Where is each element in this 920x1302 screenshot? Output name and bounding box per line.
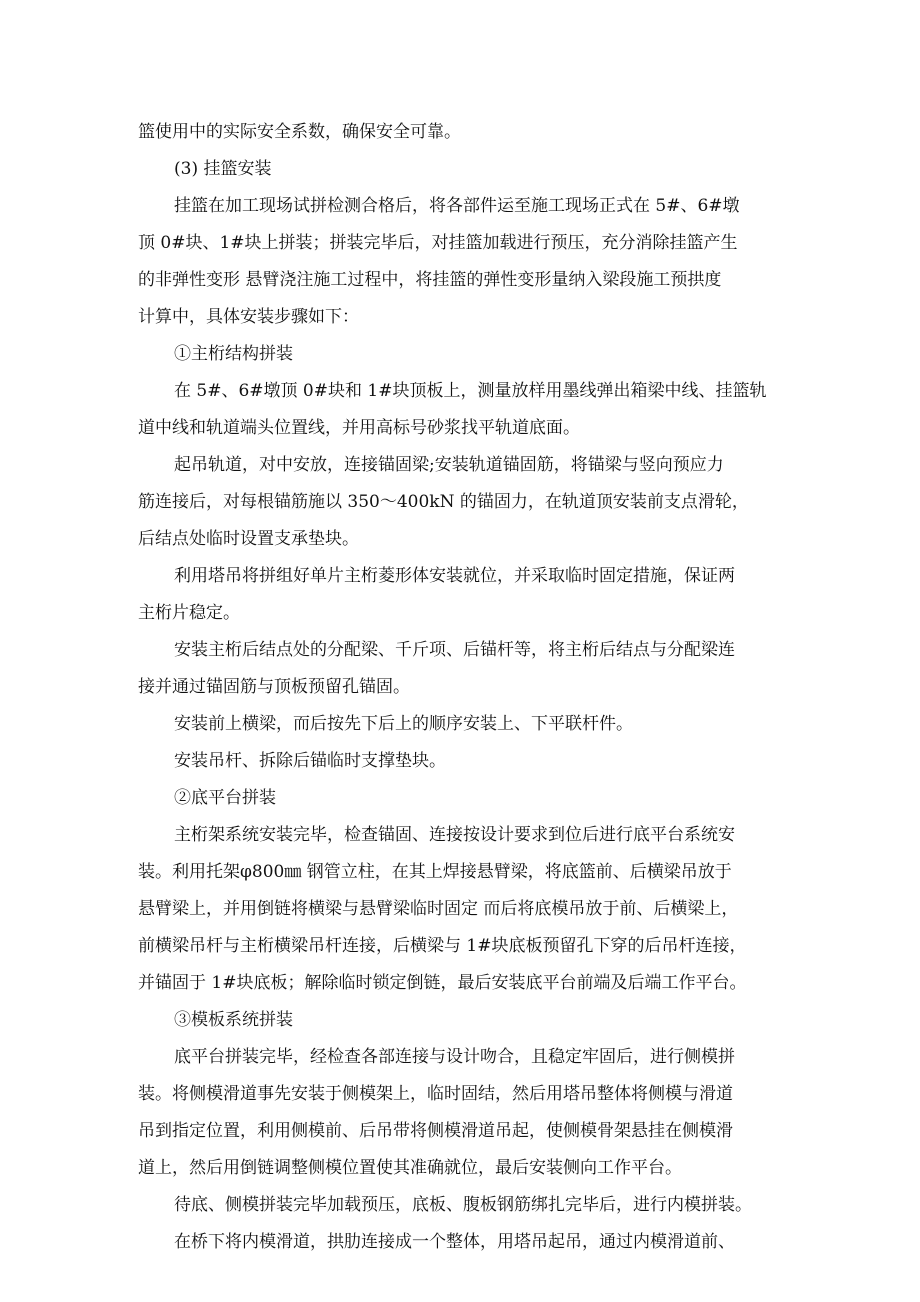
text-line: 前横梁吊杆与主桁横梁吊杆连接，后横梁与 1#块底板预留孔下穿的后吊杆连接， <box>138 936 747 956</box>
text-line: 起吊轨道，对中安放，连接锚固梁;安装轨道锚固筋，将锚梁与竖向预应力 <box>174 455 724 475</box>
text-line: 道中线和轨道端头位置线，并用高标号砂浆找平轨道底面。 <box>138 418 580 438</box>
text-line: 接并通过锚固筋与顶板预留孔锚固。 <box>138 677 410 697</box>
text-line: 底平台拼装完毕，经检查各部连接与设计吻合，且稳定牢固后，进行侧模拼 <box>174 1047 735 1067</box>
section-heading: ③模板系统拼装 <box>174 1010 293 1030</box>
text-line: 悬臂梁上，并用倒链将横梁与悬臂梁临时固定 而后将底模吊放于前、后横梁上， <box>138 899 739 919</box>
text-line: 利用塔吊将拼组好单片主桁菱形体安装就位，并采取临时固定措施，保证两 <box>174 566 735 586</box>
text-line: 后结点处临时设置支承垫块。 <box>138 529 359 549</box>
text-line: 计算中，具体安装步骤如下： <box>138 307 359 327</box>
text-line: 装。利用托架φ800㎜ 钢管立柱，在其上焊接悬臂梁，将底篮前、后横梁吊放于 <box>138 862 732 882</box>
text-line: 安装主桁后结点处的分配梁、千斤项、后锚杆等，将主桁后结点与分配梁连 <box>174 640 735 660</box>
text-line: 在桥下将内模滑道，拱肋连接成一个整体，用塔吊起吊，通过内模滑道前、 <box>174 1232 735 1252</box>
text-line: 道上，然后用倒链调整侧模位置使其准确就位，最后安装侧向工作平台。 <box>138 1158 682 1178</box>
text-line: 篮使用中的实际安全系数，确保安全可靠。 <box>138 122 461 142</box>
text-line: 安装吊杆、拆除后锚临时支撑垫块。 <box>174 751 446 771</box>
text-line: 并锚固于 1#块底板；解除临时锁定倒链，最后安装底平台前端及后端工作平台。 <box>138 973 747 993</box>
text-line: 在 5#、6#墩顶 0#块和 1#块顶板上，测量放样用墨线弹出箱梁中线、挂篮轨 <box>174 381 767 401</box>
section-heading: ②底平台拼装 <box>174 788 276 808</box>
text-line: 筋连接后，对每根锚筋施以 350～400kN 的锚固力，在轨道顶安装前支点滑轮， <box>138 492 749 512</box>
text-line: 装。将侧模滑道事先安装于侧模架上，临时固结，然后用塔吊整体将侧模与滑道 <box>138 1084 733 1104</box>
text-line: 挂篮在加工现场试拼检测合格后，将各部件运至施工现场正式在 5#、6#墩 <box>174 196 740 216</box>
text-line: 顶 0#块、1#块上拼装；拼装完毕后，对挂篮加载进行预压，充分消除挂篮产生 <box>138 233 738 253</box>
text-line: 安装前上横梁，而后按先下后上的顺序安装上、下平联杆件。 <box>174 714 633 734</box>
section-heading: (3) 挂篮安装 <box>174 159 272 179</box>
text-line: 待底、侧模拼装完毕加载预压，底板、腹板钢筋绑扎完毕后，进行内模拼装。 <box>174 1195 752 1215</box>
section-heading: ①主桁结构拼装 <box>174 344 293 364</box>
text-line: 的非弹性变形 悬臂浇注施工过程中，将挂篮的弹性变形量纳入梁段施工预拱度 <box>138 270 722 290</box>
text-line: 主桁片稳定。 <box>138 603 240 623</box>
text-line: 主桁架系统安装完毕，检查锚固、连接按设计要求到位后进行底平台系统安 <box>174 825 735 845</box>
text-line: 吊到指定位置，利用侧模前、后吊带将侧模滑道吊起，使侧模骨架悬挂在侧模滑 <box>138 1121 733 1141</box>
